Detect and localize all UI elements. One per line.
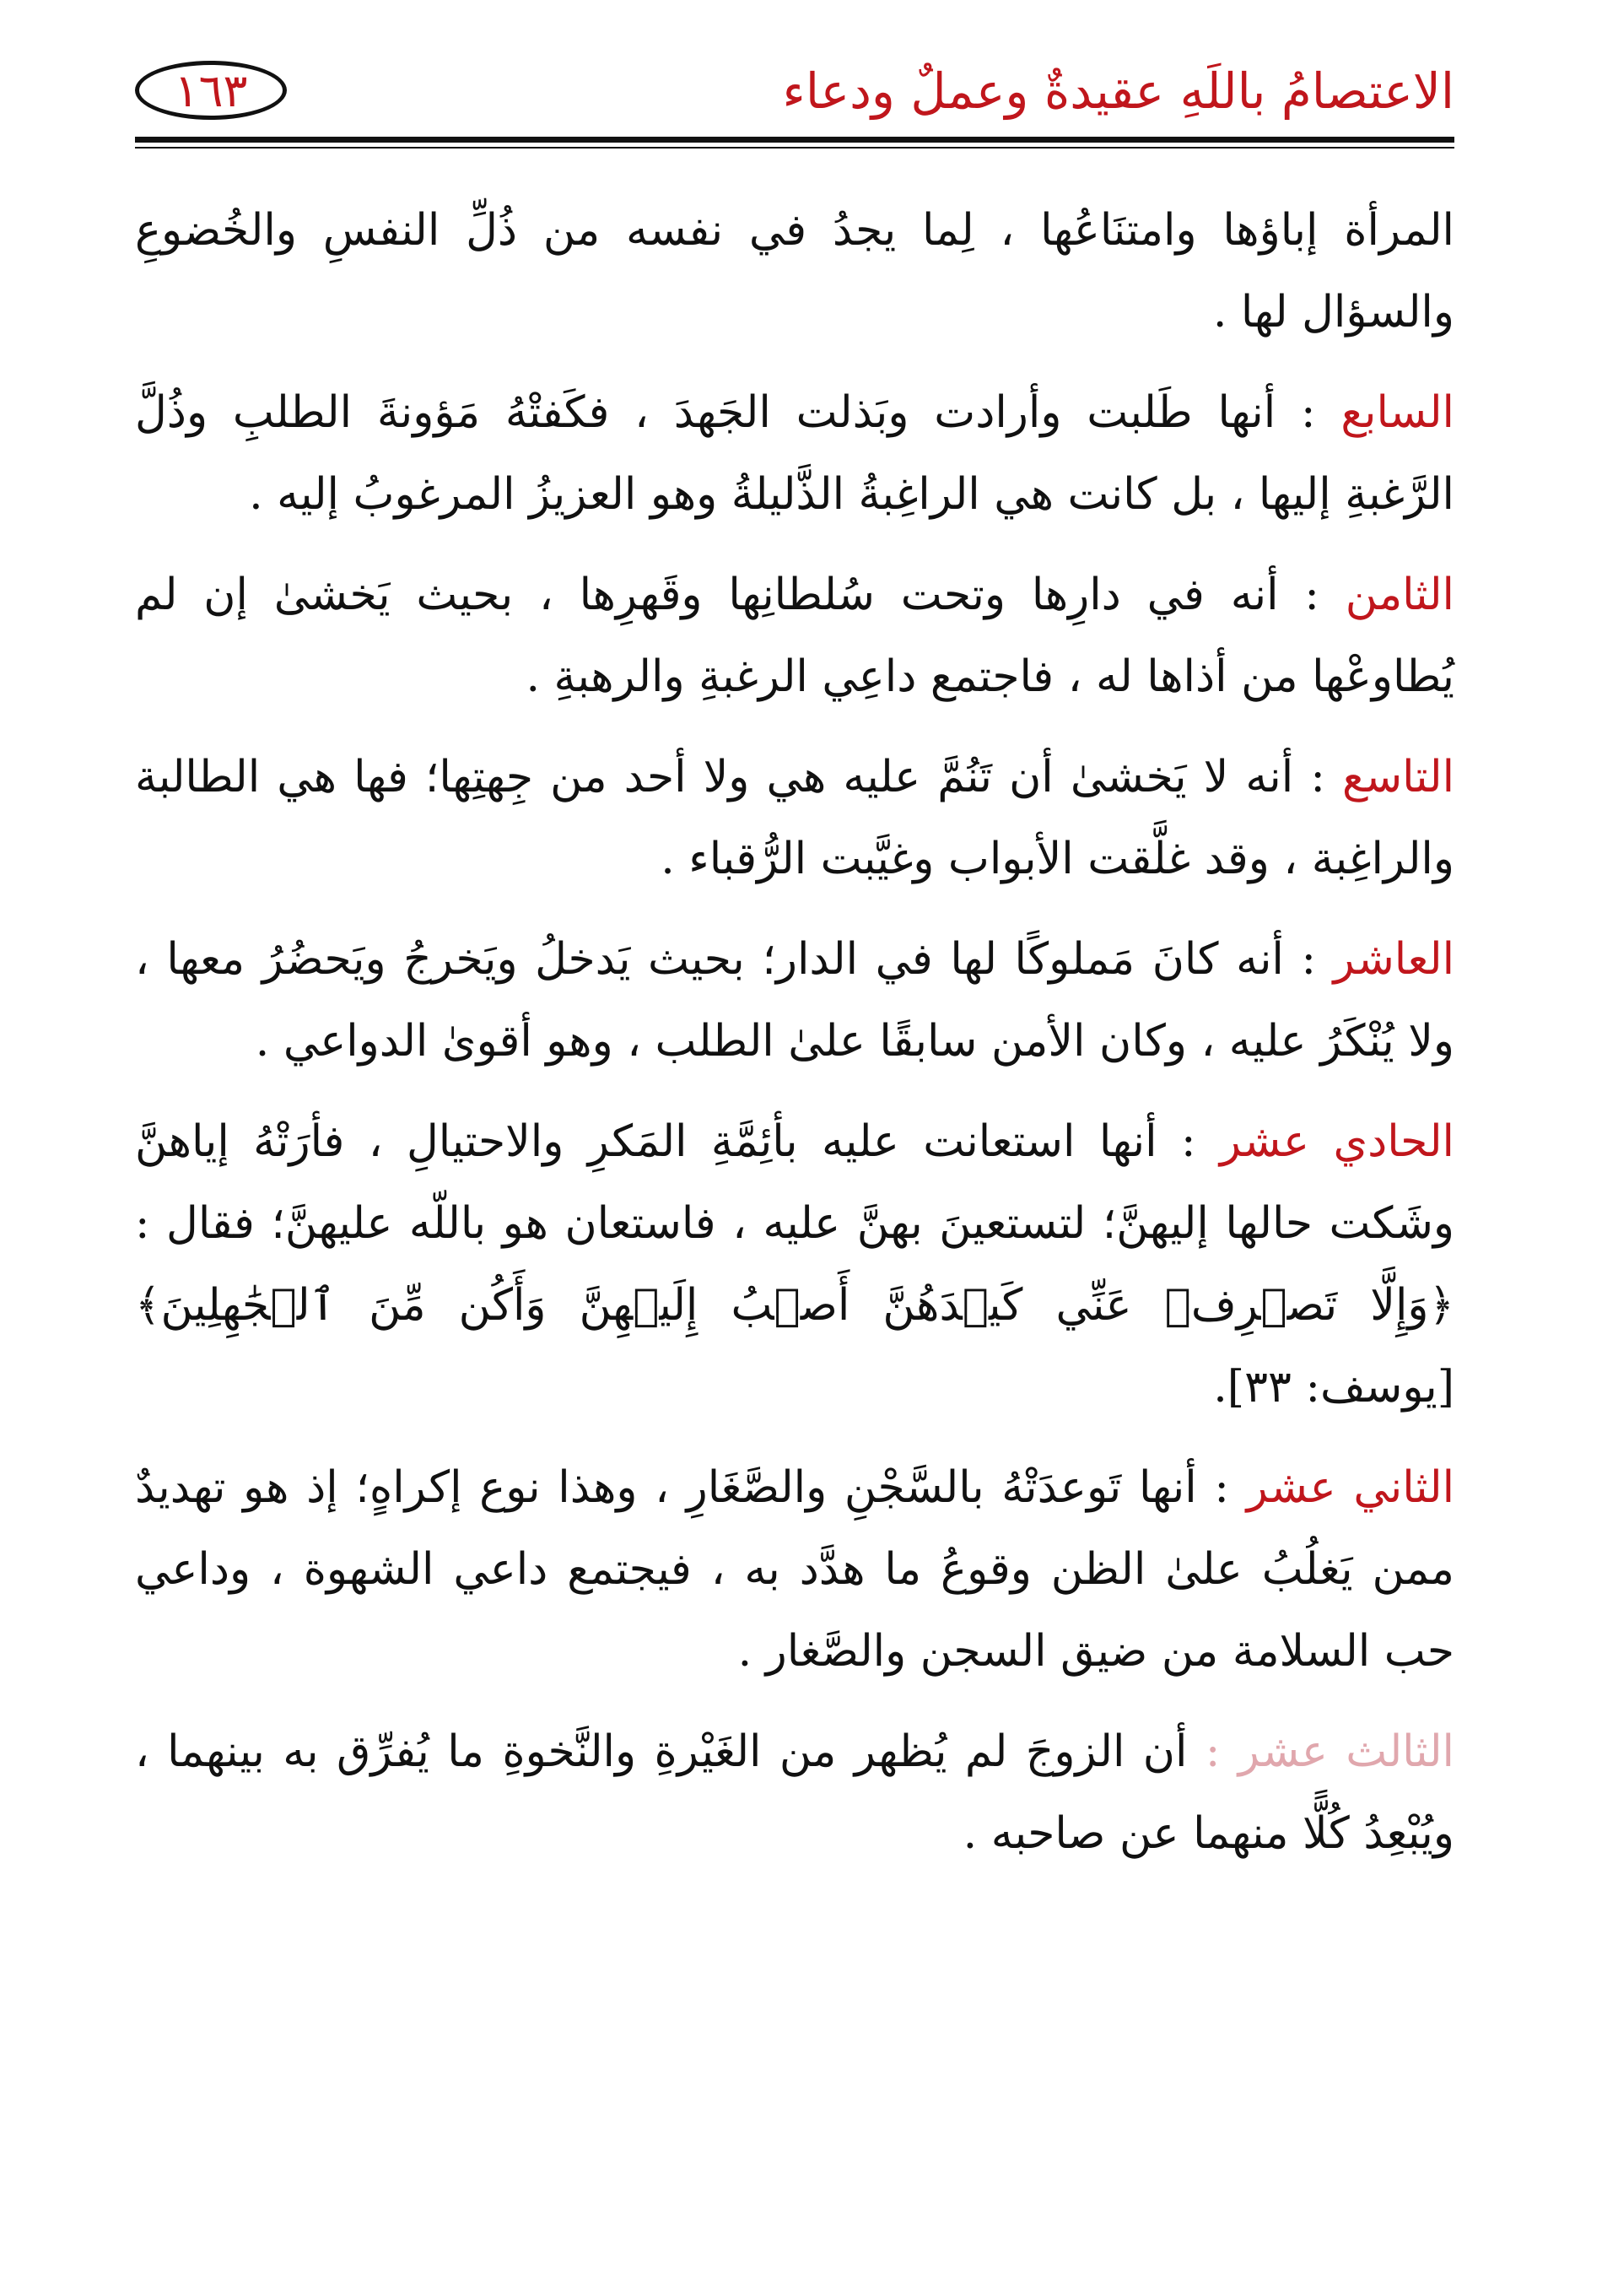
paragraph-label: الثاني عشر	[1246, 1462, 1455, 1513]
header-rule-thick	[135, 137, 1454, 143]
paragraph-seventh	[135, 372, 1454, 536]
paragraph-tenth	[135, 919, 1454, 1083]
paragraph-text: أنها طَلبت وأرادت وبَذلت الجَهدَ ، فكَفتْهُ مَؤونةَ الطلبِ وذُلَّ الرَّغبةِ إليها ، بل كانت هي الراغِبةُ الذَّليلةُ وهو العزيزُ المرغوبُ إليه .	[135, 387, 1454, 520]
paragraph-ninth	[135, 737, 1454, 900]
page-header	[135, 51, 1454, 135]
page-number: ١٦٣	[135, 61, 287, 120]
paragraph-label: الحادي عشر	[1219, 1116, 1454, 1167]
body-text	[135, 190, 1454, 1894]
paragraph-text: أنها تَوعدَتْهُ بالسَّجْنِ والصَّغَارِ ، وهذا نوع إكراهٍ؛ إذ هو تهديدٌ ممن يَغلُبُ علىٰ الظن وقوعُ ما هدَّد به ، فيجتمع داعي الشهوة ، وداعي حب السلامة من ضيق السجن والصَّغار .	[135, 1462, 1454, 1677]
paragraph-eleventh	[135, 1101, 1454, 1429]
paragraph-label: التاسع	[1341, 752, 1455, 802]
paragraph-thirteenth	[135, 1711, 1454, 1875]
paragraph-text: أنه كانَ مَملوكًا لها في الدار؛ بحيث يَدخلُ ويَخرجُ ويَحضُرُ معها ، ولا يُنْكَرُ عليه ، وكان الأمن سابقًا علىٰ الطلب ، وهو أقوىٰ الدواعي .	[135, 934, 1454, 1067]
paragraph-label: السابع	[1340, 387, 1454, 438]
label-separator: :	[1283, 934, 1334, 985]
paragraph-text: أنه لا يَخشىٰ أن تَنُمَّ عليه هي ولا أحد من جِهتِها؛ فها هي الطالبة والراغِبة ، وقد غلَّقت الأبواب وغيَّبت الرُّقباء .	[135, 752, 1454, 884]
paragraph-eighth	[135, 554, 1454, 718]
paragraph-text: أنها استعانت عليه بأئِمَّةِ المَكرِ والاحتيالِ ، فأرَتْهُ إياهنَّ وشَكت حالها إليهنَّ؛ لتستعينَ بهنَّ عليه ، فاستعان هو باللّه عليهنَّ؛ فقال :	[135, 1116, 1454, 1249]
label-separator: :	[1196, 1462, 1247, 1513]
label-separator: :	[1293, 752, 1342, 802]
paragraph-text: المرأة إباؤها وامتنَاعُها ، لِما يجدُ في نفسه من ذُلِّ النفسِ والخُضوعِ والسؤال لها .	[135, 205, 1454, 338]
paragraph-label: العاشر	[1333, 934, 1455, 985]
paragraph-text: أنه في دارِها وتحت سُلطانِها وقَهرِها ، بحيث يَخشىٰ إن لم يُطاوعْها من أذاها له ، فاجتمع داعِي الرغبةِ والرهبةِ .	[135, 570, 1454, 702]
running-title: الاعتصامُ باللَهِ عقيدةٌ وعملٌ ودعاء	[782, 62, 1454, 120]
paragraph-label: الثالث عشر	[1238, 1726, 1454, 1777]
label-separator: :	[1278, 570, 1346, 620]
paragraph-text: أن الزوجَ لم يُظهر من الغَيْرةِ والنَّخوةِ ما يُفرِّق به بينهما ، ويُبْعِدُ كُلًّا منهما عن صاحبه .	[135, 1726, 1454, 1859]
paragraph-end-punctuation: .	[1213, 1362, 1227, 1413]
paragraph-label: الثامن	[1345, 570, 1454, 620]
header-rule-thin	[135, 147, 1454, 149]
label-separator: :	[1276, 387, 1341, 438]
paragraph-continuation	[135, 190, 1454, 354]
quran-verse: ﴿وَإِلَّا تَصۡرِفۡ عَنِّي كَيۡدَهُنَّ أَصۡبُ إِلَيۡهِنَّ وَأَكُن مِّنَ ٱلۡجَٰهِلِينَ﴾	[135, 1280, 1454, 1331]
paragraph-twelfth	[135, 1447, 1454, 1693]
verse-reference: [يوسف: ٣٣]	[1227, 1362, 1454, 1413]
label-separator: :	[1157, 1116, 1220, 1167]
label-separator: :	[1187, 1726, 1238, 1777]
